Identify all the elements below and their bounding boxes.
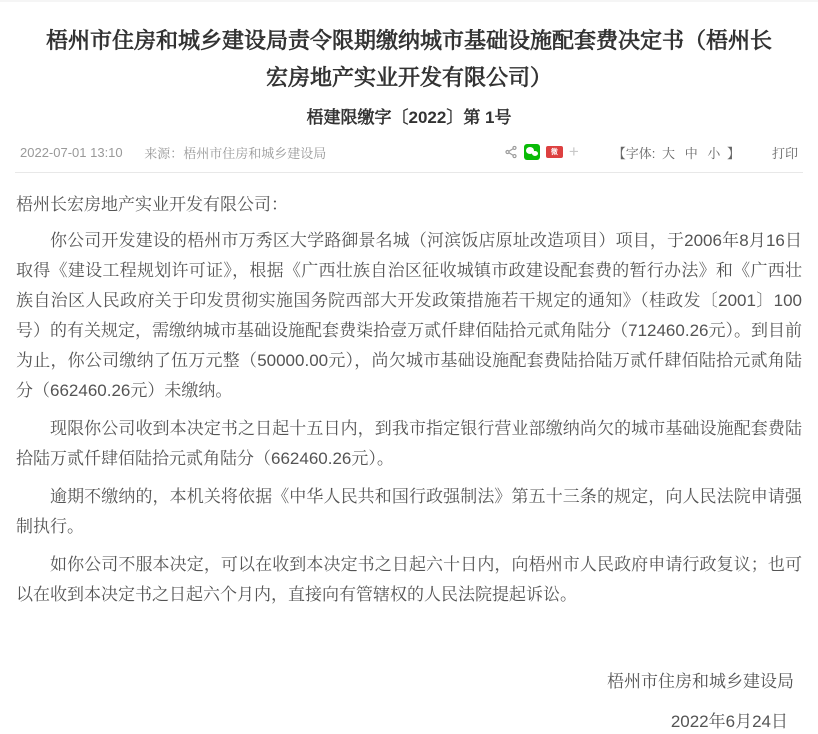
publish-date: 2022-07-01 13:10 <box>20 144 123 160</box>
share-bar <box>504 144 579 160</box>
wechat-share-icon[interactable] <box>524 144 540 160</box>
share-icon[interactable] <box>504 145 518 159</box>
weibo-share-icon[interactable]: 微 <box>546 146 563 158</box>
signature-org: 梧州市住房和城乡建设局 <box>607 672 794 691</box>
font-controls-prefix: 【字体: <box>612 145 656 161</box>
header-divider <box>15 172 803 173</box>
body-paragraph: 你公司开发建设的梧州市万秀区大学路御景名城（河滨饭店原址改造项目）项目，于2006年8月16日取得《建设工程规划许可证》，根据《广西壮族自治区征收城镇市政建设配套费的暂行办法》和《广西壮族自治区人民政府关于印发贯彻实施国务院西部大开发政策措施若干规定的通知》（桂政发〔2001〕100号）的有关规定，需缴纳城市基础设施配套费柒拾壹万贰仟肆佰陆拾元贰角陆分（712460.26元）。到目前为止，你公司缴纳了伍万元整（50000.00元），尚欠城市基础设施配套费陆拾陆万贰仟肆佰陆拾元贰角陆分（662460.26元）未缴纳。 <box>16 231 802 400</box>
meta-left <box>16 143 326 162</box>
article-body <box>16 190 802 610</box>
font-size-small[interactable]: 小 <box>707 145 721 161</box>
font-size-medium[interactable]: 中 <box>684 145 698 161</box>
page-title: 梧州市住房和城乡建设局责令限期缴纳城市基础设施配套费决定书（梧州长宏房地产实业开发有限公司） <box>45 28 772 90</box>
more-share-plus-icon[interactable]: + <box>568 142 579 161</box>
salutation: 梧州长宏房地产实业开发有限公司： <box>16 195 288 214</box>
font-size-controls <box>613 143 740 162</box>
source-label: 来源：梧州市住房和城乡建设局 <box>144 145 327 161</box>
meta-row <box>16 141 802 163</box>
paragraphs-container <box>16 226 802 610</box>
body-paragraph: 逾期不缴纳的，本机关将依据《中华人民共和国行政强制法》第五十三条的规定，向人民法院申请强制执行。 <box>16 487 802 536</box>
meta-right <box>504 143 802 162</box>
font-size-large[interactable]: 大 <box>662 145 676 161</box>
body-paragraph: 现限你公司收到本决定书之日起十五日内，到我市指定银行营业部缴纳尚欠的城市基础设施配套费陆拾陆万贰仟肆佰陆拾元贰角陆分（662460.26元）。 <box>16 419 802 468</box>
signature-date: 2022年6月24日 <box>670 712 788 731</box>
doc-number: 梧建限缴字〔2022〕第 1号 <box>306 108 512 127</box>
body-paragraph: 如你公司不服本决定，可以在收到本决定书之日起六十日内，向梧州市人民政府申请行政复议；也可以在收到本决定书之日起六个月内，直接向有管辖权的人民法院提起诉讼。 <box>16 555 802 604</box>
font-controls-suffix: 】 <box>726 145 740 161</box>
print-button[interactable]: 打印 <box>771 145 798 161</box>
signature-block <box>0 670 818 734</box>
